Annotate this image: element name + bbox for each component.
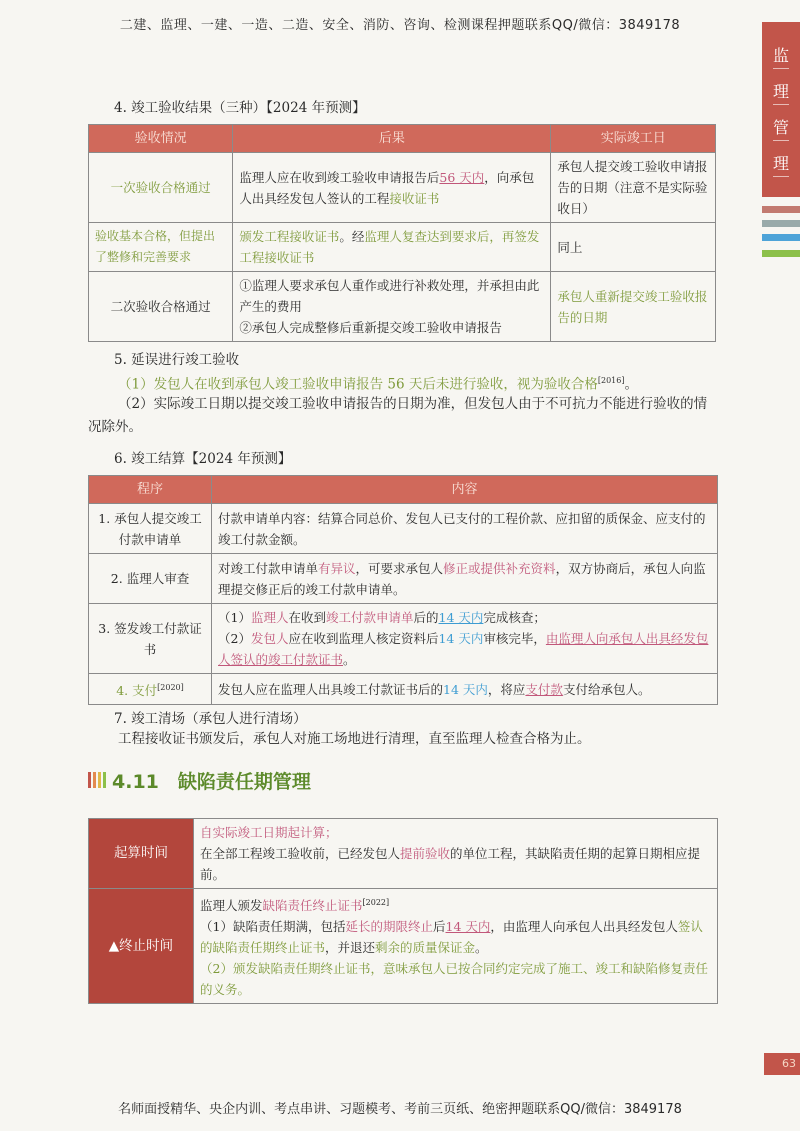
highlight-text: 由监理人向承包人出具经发包人签认的竣工付款证书 (218, 631, 709, 667)
header-cell: 实际竣工日 (551, 125, 716, 153)
side-tab-char: 理 (773, 79, 789, 105)
final-settlement-table (88, 475, 718, 705)
table-row (89, 223, 716, 272)
side-tab-char: 监 (773, 43, 789, 69)
cell-procedure (89, 674, 212, 705)
highlight-text: 支付款 (525, 681, 563, 697)
text-segment: 后 (432, 919, 446, 935)
cell-content: 付款申请单内容：结算合同总价、发包人已支付的工程价款、应扣留的质保金、应支付的竣工付款金额。 (212, 504, 718, 554)
table-header-row (89, 476, 718, 504)
text-segment: ，由监理人向承包人出具经发包人 (490, 919, 678, 935)
highlight-text: 14 天内 (443, 681, 488, 697)
text-segment: 对竣工付款申请单 (218, 560, 319, 576)
cell-content (212, 554, 718, 604)
text-segment: 。 (343, 652, 356, 667)
text-segment: （1）发包人在收到承包人竣工验收申请报告 56 天后未进行验收，视为验收合格 (118, 376, 598, 393)
text-line (218, 628, 711, 670)
text-line: ②承包人完成整修后重新提交竣工验收申请报告 (239, 320, 502, 335)
cell-situation: 一次验收合格通过 (89, 153, 233, 223)
cell-content (194, 819, 718, 889)
cell-situation: 验收基本合格，但提出了整修和完善要求 (89, 223, 233, 272)
highlight-text: 剩余的质量保证金 (375, 940, 476, 956)
side-stripe-red (762, 206, 800, 213)
table-row (89, 819, 718, 889)
table-header-row (89, 125, 716, 153)
text-segment: 。 (624, 376, 638, 393)
cell-consequence (233, 153, 551, 223)
side-tab-char: 理 (773, 151, 789, 177)
highlight-text: 竣工付款申请单 (325, 610, 414, 625)
highlight-text: 监理人复查达到要求后 (364, 229, 490, 244)
text-line: （2）颁发缺陷责任期终止证书，意味承包人已按合同约定完成了施工、竣工和缺陷修复责任的义务。 (200, 961, 708, 998)
text-segment: ，并退还 (325, 940, 376, 956)
table-row (89, 674, 718, 705)
cell-content (212, 604, 718, 674)
text-segment: 。 (475, 940, 488, 956)
completion-result-table (88, 124, 716, 342)
highlight-text: 14 天内 (438, 610, 484, 625)
side-tab-char: 管 (773, 115, 789, 141)
text-segment: ，可要求承包人 (355, 560, 444, 576)
side-stripe-gray (762, 220, 800, 227)
text-segment: 支付给承包人。 (562, 681, 651, 697)
highlight-text: 颁发工程接收证书 (239, 229, 340, 244)
cell-procedure: 3. 签发竣工付款证书 (89, 604, 212, 674)
highlight-text: 缺陷责任终止证书 (262, 898, 363, 914)
section-6-title: 6. 竣工结算【2024 年预测】 (114, 451, 292, 467)
bottom-banner: 名师面授精华、央企内训、考点串讲、习题模考、考前三页纸、绝密押题联系QQ/微信：3849178 (118, 1102, 682, 1117)
side-stripe-blue (762, 234, 800, 241)
cell-completion-date: 同上 (551, 223, 716, 272)
highlight-text: 14 天内 (438, 631, 484, 646)
text-segment: （1）缺陷责任期满，包括 (200, 919, 346, 935)
table-row (89, 153, 716, 223)
highlight-text: 延长的期限终止 (345, 919, 433, 935)
table-row (89, 604, 718, 674)
text-segment: 在收到 (288, 610, 326, 625)
defect-liability-table (88, 818, 718, 1004)
section-5-title: 5. 延误进行竣工验收 (114, 352, 240, 368)
cell-consequence (233, 272, 551, 342)
highlight-text: 56 天内 (439, 169, 485, 185)
text-segment: 4. 支付 (116, 683, 158, 699)
cell-completion-date: 承包人提交竣工验收申请报告的日期（注意不是实际验收日） (551, 153, 716, 223)
highlight-text: 签认的缺陷责任期终止证书 (200, 919, 703, 956)
header-cell: 程序 (89, 476, 212, 504)
year-tag: [2022] (362, 898, 390, 907)
highlight-text: 监理人 (250, 610, 289, 625)
section-5-para-2: （2）实际竣工日期以提交竣工验收申请报告的日期为准，但发包人由于不可抗力不能进行验收的情况除外。 (88, 396, 708, 435)
highlight-text: ，再签发工程接收证书 (239, 229, 540, 265)
text-segment: ，向承包人出具经发包人签认的工程 (239, 169, 535, 206)
text-segment: 在全部工程竣工验收前，已经发包人 (200, 846, 401, 861)
cell-situation: 二次验收合格通过 (89, 272, 233, 342)
text-line (200, 843, 711, 885)
header-cell: 后果 (233, 125, 551, 153)
text-segment: 审核完毕， (483, 631, 546, 646)
text-segment: 监理人颁发 (200, 898, 263, 914)
highlight-text: 接收证书 (389, 190, 440, 206)
highlight-text: 提前验收 (400, 846, 451, 861)
text-segment: 后的 (413, 610, 439, 625)
text-segment: 完成核查； (483, 610, 546, 625)
side-stripe-green (762, 250, 800, 257)
header-cell: 验收情况 (89, 125, 233, 153)
year-tag: [2020] (157, 683, 184, 692)
section-4-11-title: 4.11 缺陷责任期管理 (112, 771, 311, 793)
table-row (89, 889, 718, 1004)
header-cell: 内容 (212, 476, 718, 504)
text-line: 自实际竣工日期起计算； (200, 825, 338, 840)
cell-consequence (233, 223, 551, 272)
section-7-para: 工程接收证书颁发后，承包人对施工场地进行清理，直至监理人检查合格为止。 (118, 731, 591, 747)
highlight-text: 发包人 (250, 631, 289, 646)
cell-completion-date: 承包人重新提交竣工验收报告的日期 (551, 272, 716, 342)
highlight-text: 14 天内 (445, 919, 491, 935)
text-segment: 的单位工程，其缺陷责任期的起算日期相应提前。 (200, 846, 701, 882)
text-segment: 发包人应在监理人出具竣工付款证书后的 (218, 681, 444, 697)
text-line (218, 607, 711, 628)
text-segment: 监理人应在收到竣工验收申请报告后 (239, 169, 440, 185)
page-number: 63 (764, 1053, 800, 1075)
top-banner: 二建、监理、一建、一造、二造、安全、消防、咨询、检测课程押题联系QQ/微信：3849178 (119, 18, 681, 33)
text-segment: ，双方协商后，承包人向监理提交修正后的竣工付款申请单。 (218, 560, 706, 597)
section-4-title: 4. 竣工验收结果（三种）【2024 年预测】 (114, 100, 366, 116)
row-label: ▲终止时间 (89, 889, 194, 1004)
text-line (200, 916, 711, 958)
section-7-title: 7. 竣工清场（承包人进行清场） (114, 711, 307, 727)
year-tag: [2016] (597, 376, 625, 385)
text-line: ①监理人要求承包人重作或进行补救处理，并承担由此产生的费用 (239, 278, 540, 314)
text-segment: 应在收到监理人核定资料后 (288, 631, 439, 646)
text-line (200, 892, 711, 916)
chapter-side-tab (762, 22, 800, 197)
row-label: 起算时间 (89, 819, 194, 889)
cell-procedure: 1. 承包人提交竣工付款申请单 (89, 504, 212, 554)
highlight-text: 有异议 (318, 560, 356, 576)
text-segment: 。经 (339, 229, 365, 244)
section-bars-icon (88, 772, 106, 788)
cell-content (212, 674, 718, 705)
cell-content (194, 889, 718, 1004)
text-segment: ，将应 (487, 681, 526, 697)
highlight-text: 修正或提供补充资料 (443, 560, 556, 576)
text-segment: （2） (218, 631, 251, 646)
text-segment: （1） (218, 610, 251, 625)
table-row (89, 272, 716, 342)
cell-procedure: 2. 监理人审查 (89, 554, 212, 604)
table-row (89, 504, 718, 554)
table-row (89, 554, 718, 604)
